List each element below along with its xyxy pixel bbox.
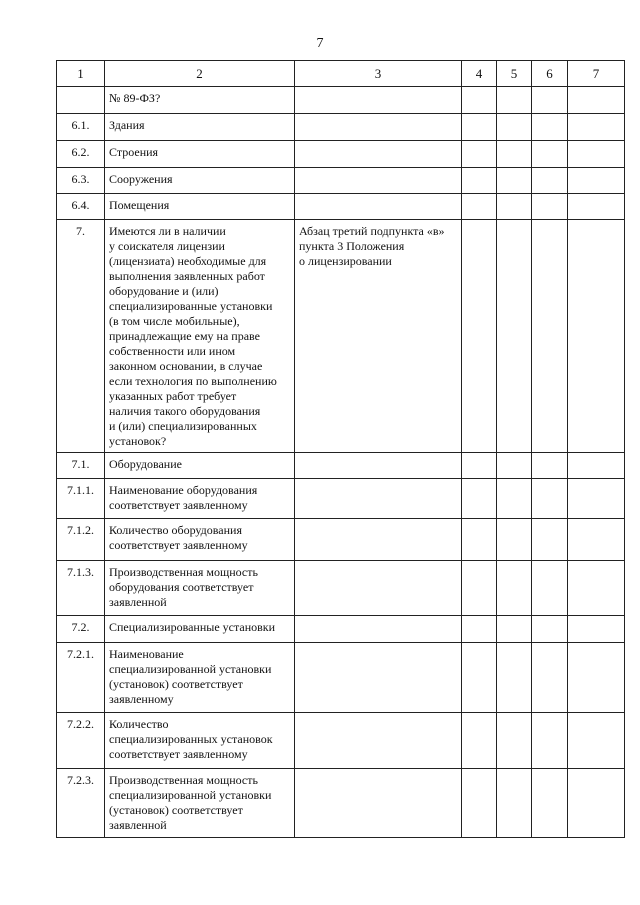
answer-cell [462, 769, 497, 838]
answer-cell [497, 220, 532, 453]
note-cell [568, 769, 625, 838]
answer-cell [532, 194, 568, 220]
answer-cell [462, 479, 497, 519]
requirement-text: Производственная мощность специализированной установки (установок) соответствует заявленной [105, 769, 295, 838]
answer-cell [532, 453, 568, 479]
header-cell: 6 [532, 61, 568, 87]
row-number: 7.2. [57, 616, 105, 643]
answer-cell [532, 479, 568, 519]
legal-basis [295, 114, 462, 141]
note-cell [568, 453, 625, 479]
answer-cell [497, 87, 532, 114]
answer-cell [497, 141, 532, 168]
header-cell: 4 [462, 61, 497, 87]
table-row [57, 561, 625, 616]
row-number: 7.2.1. [57, 643, 105, 713]
legal-basis [295, 453, 462, 479]
note-cell [568, 519, 625, 561]
answer-cell [532, 713, 568, 769]
header-cell: 3 [295, 61, 462, 87]
answer-cell [462, 141, 497, 168]
note-cell [568, 643, 625, 713]
legal-basis [295, 519, 462, 561]
answer-cell [497, 194, 532, 220]
row-number: 6.2. [57, 141, 105, 168]
requirement-text: Сооружения [105, 168, 295, 194]
legal-basis [295, 168, 462, 194]
row-number: 7. [57, 220, 105, 453]
note-cell [568, 561, 625, 616]
requirement-text: Оборудование [105, 453, 295, 479]
table-row [57, 114, 625, 141]
legal-basis [295, 141, 462, 168]
row-number: 6.3. [57, 168, 105, 194]
legal-basis [295, 87, 462, 114]
answer-cell [497, 519, 532, 561]
answer-cell [462, 713, 497, 769]
header-cell: 5 [497, 61, 532, 87]
answer-cell [462, 616, 497, 643]
row-number: 7.1. [57, 453, 105, 479]
table-row [57, 453, 625, 479]
answer-cell [532, 616, 568, 643]
requirement-text: Помещения [105, 194, 295, 220]
legal-basis [295, 643, 462, 713]
row-number: 7.1.3. [57, 561, 105, 616]
answer-cell [532, 114, 568, 141]
note-cell [568, 168, 625, 194]
answer-cell [532, 87, 568, 114]
row-number: 6.4. [57, 194, 105, 220]
answer-cell [462, 519, 497, 561]
table-row [57, 713, 625, 769]
requirement-text: Здания [105, 114, 295, 141]
answer-cell [462, 561, 497, 616]
answer-cell [462, 220, 497, 453]
header-cell: 7 [568, 61, 625, 87]
requirement-text: Количество оборудования соответствует заявленному [105, 519, 295, 561]
legal-basis [295, 769, 462, 838]
answer-cell [497, 114, 532, 141]
answer-cell [532, 141, 568, 168]
answer-cell [462, 87, 497, 114]
table-row [57, 519, 625, 561]
legal-basis: Абзац третий подпункта «в» пункта 3 Положения о лицензировании [295, 220, 462, 453]
answer-cell [532, 561, 568, 616]
row-number: 6.1. [57, 114, 105, 141]
requirement-text: Производственная мощность оборудования соответствует заявленной [105, 561, 295, 616]
requirement-text: Наименование оборудования соответствует заявленному [105, 479, 295, 519]
header-cell: 1 [57, 61, 105, 87]
table-row [57, 194, 625, 220]
answer-cell [497, 479, 532, 519]
row-number: 7.1.2. [57, 519, 105, 561]
answer-cell [462, 194, 497, 220]
note-cell [568, 220, 625, 453]
row-number: 7.2.3. [57, 769, 105, 838]
note-cell [568, 713, 625, 769]
table-row [57, 479, 625, 519]
answer-cell [462, 168, 497, 194]
requirement-text: № 89-ФЗ? [105, 87, 295, 114]
answer-cell [532, 168, 568, 194]
requirement-text: Количество специализированных установок соответствует заявленному [105, 713, 295, 769]
table-row [57, 769, 625, 838]
answer-cell [497, 168, 532, 194]
answer-cell [497, 643, 532, 713]
answer-cell [532, 519, 568, 561]
answer-cell [462, 643, 497, 713]
note-cell [568, 616, 625, 643]
answer-cell [497, 769, 532, 838]
page-number: 7 [316, 36, 324, 51]
table-row [57, 616, 625, 643]
answer-cell [462, 114, 497, 141]
answer-cell [532, 220, 568, 453]
answer-cell [462, 453, 497, 479]
note-cell [568, 194, 625, 220]
row-number: 7.2.2. [57, 713, 105, 769]
note-cell [568, 87, 625, 114]
answer-cell [497, 453, 532, 479]
checklist-table [56, 60, 625, 838]
header-cell: 2 [105, 61, 295, 87]
requirement-text: Наименование специализированной установки (установок) соответствует заявленному [105, 643, 295, 713]
table-row [57, 643, 625, 713]
legal-basis [295, 561, 462, 616]
header-row [57, 61, 625, 87]
note-cell [568, 141, 625, 168]
row-number: 7.1.1. [57, 479, 105, 519]
legal-basis [295, 616, 462, 643]
requirement-text: Специализированные установки [105, 616, 295, 643]
row-number [57, 87, 105, 114]
answer-cell [497, 616, 532, 643]
answer-cell [532, 769, 568, 838]
answer-cell [497, 561, 532, 616]
note-cell [568, 114, 625, 141]
table-row [57, 87, 625, 114]
answer-cell [532, 643, 568, 713]
legal-basis [295, 479, 462, 519]
requirement-text: Строения [105, 141, 295, 168]
requirement-text: Имеются ли в наличии у соискателя лицензии (лицензиата) необходимые для выполнения заявленных работ оборудование и (или) специализированные установки (в том числе мобильные), принадлежащие ему на праве собственности или ином законном основании, в случае если технология по выполнению указанных работ требует наличия такого оборудования и (или) специализированных установок? [105, 220, 295, 453]
legal-basis [295, 713, 462, 769]
table-row [57, 141, 625, 168]
table-row [57, 168, 625, 194]
legal-basis [295, 194, 462, 220]
table-row [57, 220, 625, 453]
answer-cell [497, 713, 532, 769]
note-cell [568, 479, 625, 519]
